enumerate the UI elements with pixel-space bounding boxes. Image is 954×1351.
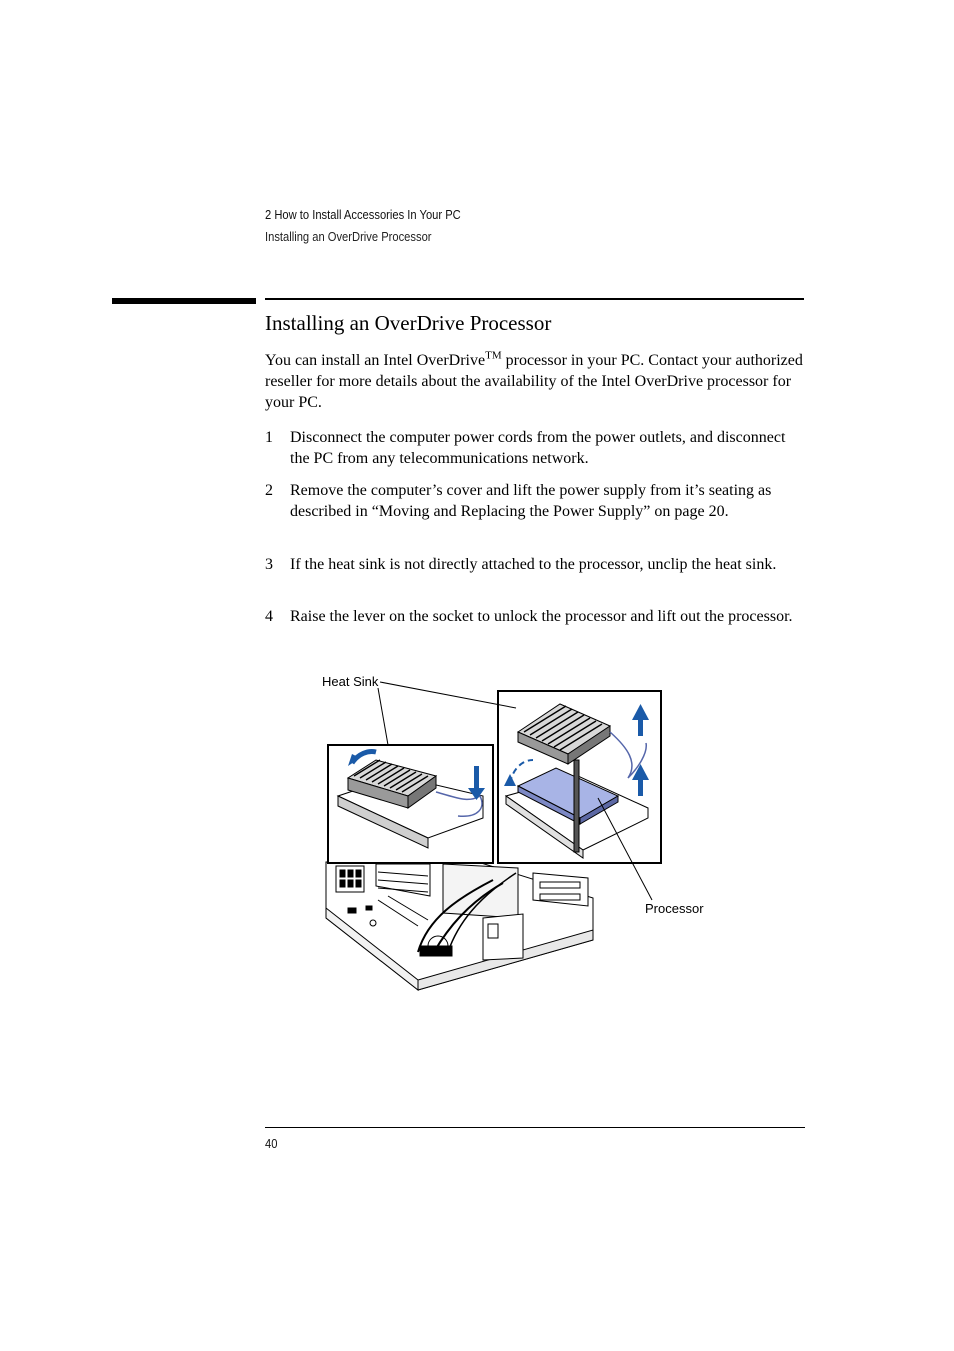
- heat-sink-inset: [328, 745, 493, 863]
- section-rule-thin: [265, 298, 804, 300]
- step-number: 2: [265, 482, 273, 499]
- processor-removal-illustration: [318, 668, 718, 998]
- intro-text-start: You can install an Intel OverDrive: [265, 352, 486, 369]
- step-number: 1: [265, 429, 273, 446]
- step-number: 3: [265, 556, 273, 573]
- step-text: If the heat sink is not directly attached to the processor, unclip the heat sink.: [290, 556, 777, 573]
- section-rule-thick: [112, 298, 256, 304]
- heat-sink-label: Heat Sink: [322, 674, 379, 689]
- page-title: Installing an OverDrive Processor: [265, 311, 552, 335]
- step-text: Raise the lever on the socket to unlock the processor and lift out the processor.: [290, 608, 793, 625]
- processor-inset: [498, 691, 661, 863]
- step-text: Remove the computer’s cover and lift the power supply from it’s seating as described in “Moving and Replacing the Power Supply” on page 20.: [290, 482, 772, 520]
- step-number: 4: [265, 608, 273, 625]
- running-header-section: Installing an OverDrive Processor: [265, 229, 432, 244]
- processor-label: Processor: [645, 901, 704, 916]
- running-header-chapter: 2 How to Install Accessories In Your PC: [265, 207, 461, 222]
- intro-paragraph: [265, 350, 805, 413]
- trademark-mark: TM: [485, 349, 502, 362]
- pc-chassis-illustration: [326, 862, 593, 990]
- footer-rule: [265, 1127, 805, 1128]
- page-number: 40: [265, 1136, 278, 1151]
- step-text: Disconnect the computer power cords from the power outlets, and disconnect the PC from any telecommunications network.: [290, 429, 786, 467]
- intro-text-end: processor in your PC. Contact your authorized reseller for more details about the availability of the Intel OverDrive processor for your PC.: [265, 352, 803, 411]
